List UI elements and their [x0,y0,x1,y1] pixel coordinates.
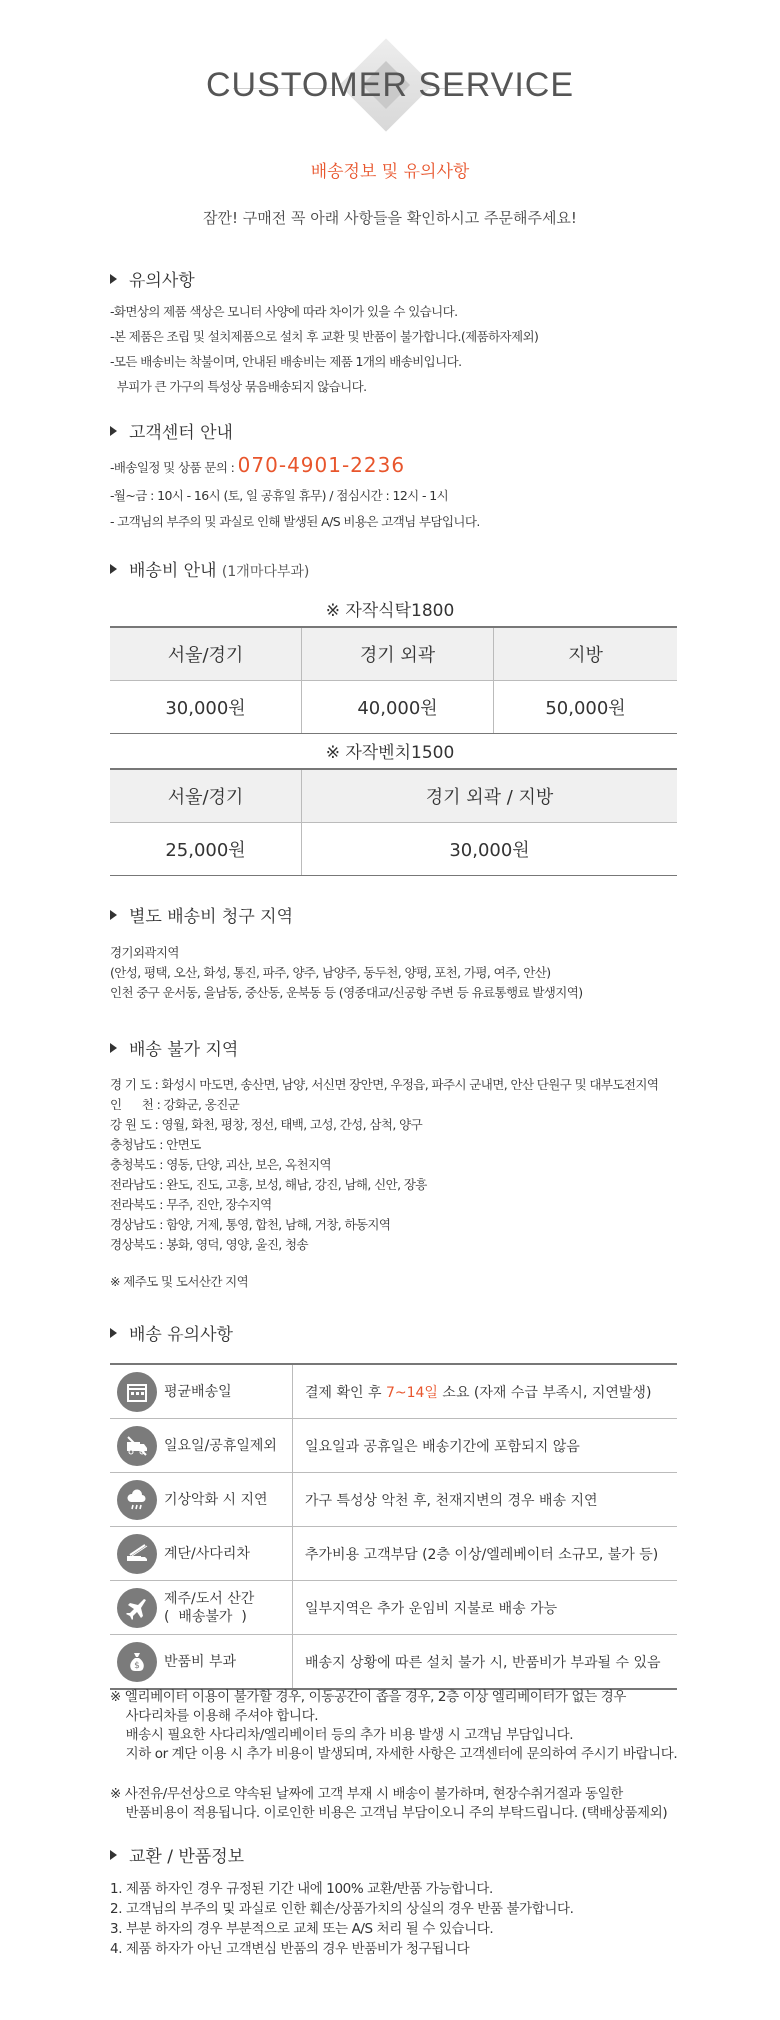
note-label: 계단/사다리차 [164,1527,293,1581]
exchange-heading [110,1842,244,1867]
table-row [110,1473,677,1527]
table-row [110,1581,677,1635]
shipping-fee-heading [110,556,309,581]
hours-line: -월~금 : 10시 - 16시 (토, 일 공휴일 휴무) / 점심시간 : 12시 - 1시 [110,488,449,503]
note-value: 가구 특성상 악천 후, 천재지변의 경우 배송 지연 [293,1473,678,1527]
note-value: 결제 확인 후 7~14일 소요 (자재 수급 부족시, 지연발생) [293,1364,678,1419]
caution-line: -화면상의 제품 색상은 모니터 사양에 따라 차이가 있을 수 있습니다. [110,304,458,319]
fee-table-header-cell: 경기 외곽 / 지방 [302,769,678,823]
svg-text:$: $ [134,1660,140,1671]
caution-line: 부피가 큰 가구의 특성상 묶음배송되지 않습니다. [110,379,367,394]
delivery-notes-heading-text: 배송 유의사항 [129,1325,233,1345]
note-value: 일부지역은 추가 운임비 지불로 배송 가능 [293,1581,678,1635]
absence-note: ※ 사전유/무선상으로 약속된 날짜에 고객 부재 시 배송이 불가하며, 현장수취거절과 동일한 반품비용이 적용됩니다. 이로인한 비용은 고객님 부담이오니 주의 부탁드립니다. (택배상품제외) [110,1786,668,1821]
no-truck-icon [117,1426,157,1466]
table-row [110,1527,677,1581]
delivery-notes-heading [110,1320,233,1345]
as-note-line: - 고객님의 부주의 및 과실로 인해 발생된 A/S 비용은 고객님 부담입니다. [110,514,480,529]
exchange-heading-text: 교환 / 반품정보 [129,1847,245,1867]
delivery-notes-table [110,1363,677,1690]
triangle-bullet-icon [110,564,117,574]
triangle-bullet-icon [110,910,117,920]
no-delivery-line: 충청북도 : 영동, 단양, 괴산, 보은, 옥천지역 [110,1157,331,1172]
note-label: 일요일/공휴일제외 [164,1419,293,1473]
caution-line: -모든 배송비는 착불이며, 안내된 배송비는 제품 1개의 배송비입니다. [110,354,462,369]
fee-table-1 [110,626,677,734]
customer-center-heading-text: 고객센터 안내 [129,423,233,443]
note-label: 평균배송일 [164,1364,293,1419]
exchange-line: 2. 고객님의 부주의 및 과실로 인한 훼손/상품가치의 상실의 경우 반품 불가합니다. [110,1901,574,1917]
fee-table-header-cell: 서울/경기 [110,627,302,681]
note-value: 배송지 상황에 따른 설치 불가 시, 반품비가 부과될 수 있음 [293,1635,678,1690]
caution-line: -본 제품은 조립 및 설치제품으로 설치 후 교환 및 반품이 불가합니다.(제품하자제외) [110,329,539,344]
no-delivery-line: 경상북도 : 봉화, 영덕, 영양, 울진, 청송 [110,1237,308,1252]
no-delivery-line: 경상남도 : 함양, 거제, 통영, 합천, 남해, 거창, 하동지역 [110,1217,391,1232]
triangle-bullet-icon [110,426,117,436]
fee-table-value-cell: 25,000원 [110,823,302,876]
no-delivery-line: 경 기 도 : 화성시 마도면, 송산면, 남양, 서신면 장안면, 우정읍, 파주시 군내면, 안산 단원구 및 대부도전지역 [110,1077,659,1092]
money-bag-icon [117,1642,157,1682]
extra-fee-area-heading-text: 별도 배송비 청구 지역 [129,907,294,927]
calendar-icon [117,1372,157,1412]
fee-table-2 [110,768,677,876]
no-delivery-heading [110,1035,238,1060]
fee-table-header-cell: 경기 외곽 [302,627,494,681]
note-value: 일요일과 공휴일은 배송기간에 포함되지 않음 [293,1419,678,1473]
no-delivery-heading-text: 배송 불가 지역 [129,1040,239,1060]
note-value: 추가비용 고객부담 (2층 이상/엘레베이터 소규모, 불가 등) [293,1527,678,1581]
phone-label: -배송일정 및 상품 문의 : [110,460,238,475]
extra-fee-area-heading [110,902,293,927]
table-row [110,1364,677,1419]
fee-table-value-cell: 40,000원 [302,681,494,734]
note-label: 기상악화 시 지연 [164,1473,293,1527]
fee-table-header-cell: 서울/경기 [110,769,302,823]
no-delivery-line: 전라남도 : 완도, 진도, 고흥, 보성, 해남, 강진, 남해, 신안, 장흥 [110,1177,427,1192]
shipping-fee-heading-text: 배송비 안내 [129,561,217,581]
customer-center-heading [110,418,233,443]
exchange-line: 3. 부분 하자의 경우 부분적으로 교체 또는 A/S 처리 될 수 있습니다. [110,1921,494,1937]
triangle-bullet-icon [110,274,117,284]
ladder-truck-icon [117,1534,157,1574]
no-delivery-line: 강 원 도 : 영월, 화천, 평창, 정선, 태백, 고성, 간성, 삼척, 양구 [110,1117,423,1132]
cautions-heading-text: 유의사항 [129,271,195,291]
extra-fee-line: 경기외곽지역 [110,945,179,960]
fee-table-value-cell: 30,000원 [302,823,678,876]
no-delivery-line: 인 천 : 강화군, 옹진군 [110,1097,240,1112]
shipping-fee-heading-note: (1개마다부과) [221,564,310,580]
intro-text: 잠깐! 구매전 꼭 아래 사항들을 확인하시고 주문해주세요! [203,209,577,227]
cautions-heading [110,266,195,291]
page-title: CUSTOMER SERVICE [205,66,575,104]
no-delivery-line: 충청남도 : 안면도 [110,1137,201,1152]
triangle-bullet-icon [110,1328,117,1338]
fee-table-header-cell: 지방 [494,627,678,681]
fee-table-value-cell: 30,000원 [110,681,302,734]
exchange-line: 1. 제품 하자인 경우 규정된 기간 내에 100% 교환/반품 가능합니다. [110,1881,493,1897]
phone-number[interactable]: 070-4901-2236 [237,453,406,477]
note-label: 제주/도서 산간 ( 배송불가 ) [164,1581,293,1635]
airplane-icon [117,1588,157,1628]
no-delivery-line: 전라북도 : 무주, 진안, 장수지역 [110,1197,272,1212]
exchange-line: 4. 제품 하자가 아닌 고객변심 반품의 경우 반품비가 청구됩니다 [110,1941,470,1957]
page-subtitle: 배송정보 및 유의사항 [310,162,470,182]
phone-line [110,453,405,477]
fee-table-value-cell: 50,000원 [494,681,678,734]
weather-icon [117,1480,157,1520]
elevator-note: ※ 엘리베이터 이용이 불가할 경우, 이동공간이 좁을 경우, 2층 이상 엘리베이터가 없는 경우 사다리차를 이용해 주셔야 합니다. 배송시 필요한 사다리차/엘리베이터 등의 추가 비용 발생 시 고객님 부담입니다. 지하 or 계단 이용 시 추가 비용이 발생되며, 자세한 사항은 고객센터에 문의하여 주시기 바랍니다. [110,1689,678,1762]
triangle-bullet-icon [110,1043,117,1053]
table-row [110,1419,677,1473]
fee-table-1-caption: ※ 자작식탁1800 [325,601,455,621]
extra-fee-line: 인천 중구 운서동, 을남동, 중산동, 운북동 등 (영종대교/신공항 주변 등 유료통행료 발생지역) [110,985,583,1000]
triangle-bullet-icon [110,1850,117,1860]
fee-table-2-caption: ※ 자작벤치1500 [325,743,455,763]
extra-fee-line: (안성, 평택, 오산, 화성, 통진, 파주, 양주, 남양주, 동두천, 양평, 포천, 가평, 여주, 안산) [110,965,551,980]
table-row [110,1635,677,1690]
note-label: 반품비 부과 [164,1635,293,1690]
no-delivery-note: ※ 제주도 및 도서산간 지역 [110,1274,249,1289]
